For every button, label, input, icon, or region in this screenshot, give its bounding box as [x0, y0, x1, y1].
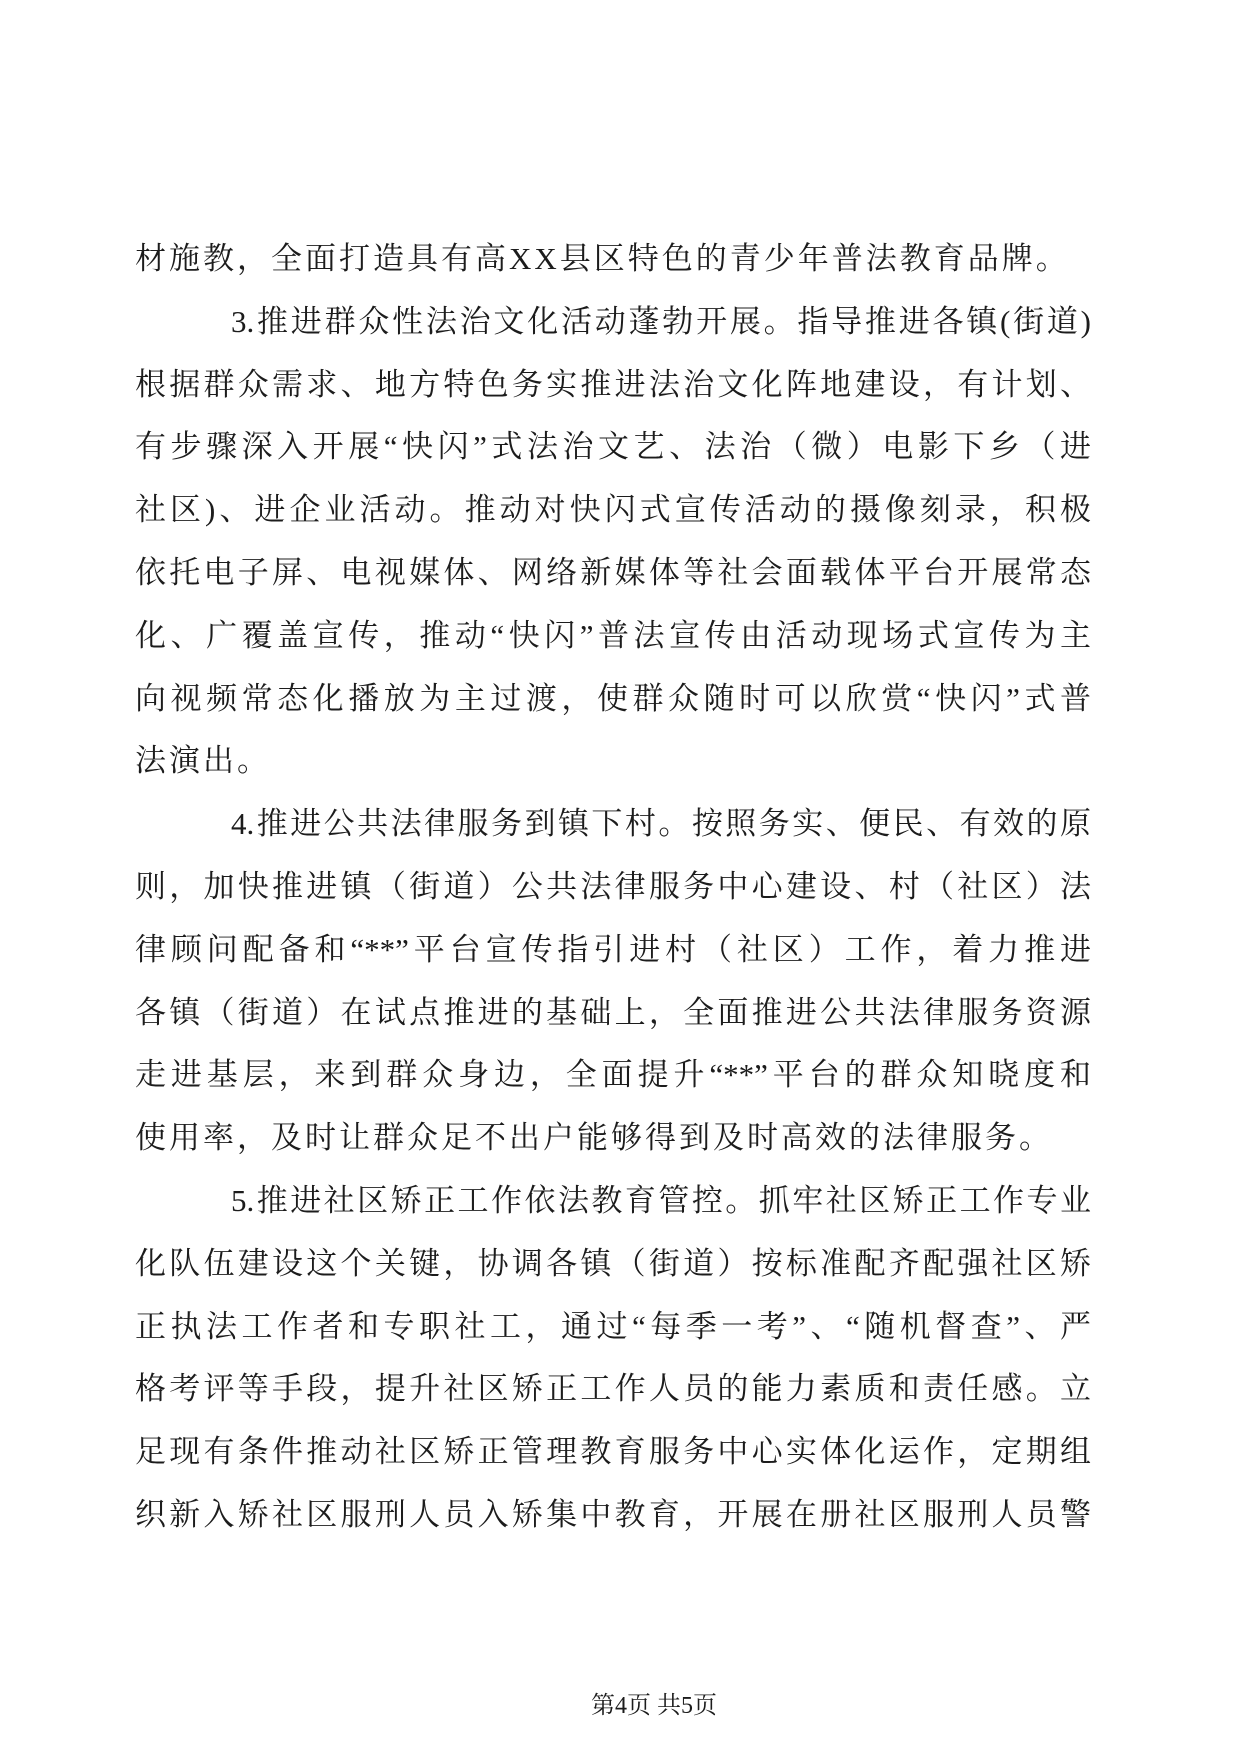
page-footer: 第4页 共5页 — [591, 1693, 717, 1719]
text-line: 正执法工作者和专职社工，通过“每季一考”、“随机督查”、严 — [135, 1308, 1091, 1344]
paragraph-item-4 — [135, 793, 1091, 1170]
text-line: 足现有条件推动社区矫正管理教育服务中心实体化运作，定期组 — [135, 1434, 1091, 1470]
text-line: 向视频常态化播放为主过渡，使群众随时可以欣赏“快闪”式普 — [135, 680, 1091, 716]
text-line: 法演出。 — [135, 743, 271, 779]
text-line: 化队伍建设这个关键，协调各镇（街道）按标准配齐配强社区矫 — [135, 1245, 1091, 1281]
text-line: 4.推进公共法律服务到镇下村。按照务实、便民、有效的原 — [231, 806, 1091, 842]
text-line: 根据群众需求、地方特色务实推进法治文化阵地建设，有计划、 — [135, 366, 1091, 402]
text-line: 律顾问配备和“**”平台宣传指引进村（社区）工作，着力推进 — [135, 931, 1091, 967]
text-line: 使用率，及时让群众足不出户能够得到及时高效的法律服务。 — [135, 1120, 1053, 1156]
text-line: 依托电子屏、电视媒体、网络新媒体等社会面载体平台开展常态 — [135, 554, 1091, 590]
text-line: 走进基层，来到群众身边，全面提升“**”平台的群众知晓度和 — [135, 1057, 1091, 1093]
text-line: 织新入矫社区服刑人员入矫集中教育，开展在册社区服刑人员警 — [135, 1496, 1091, 1532]
document-body — [135, 228, 1091, 1547]
text-line: 5.推进社区矫正工作依法教育管控。抓牢社区矫正工作专业 — [231, 1182, 1091, 1218]
text-line: 社区)、进企业活动。推动对快闪式宣传活动的摄像刻录，积极 — [135, 492, 1091, 528]
text-line: 各镇（街道）在试点推进的基础上，全面推进公共法律服务资源 — [135, 994, 1091, 1030]
text-line: 化、广覆盖宣传，推动“快闪”普法宣传由活动现场式宣传为主 — [135, 617, 1091, 653]
paragraph-item-3 — [135, 291, 1091, 793]
text-line: 有步骤深入开展“快闪”式法治文艺、法治（微）电影下乡（进 — [135, 429, 1091, 465]
text-line: 则，加快推进镇（街道）公共法律服务中心建设、村（社区）法 — [135, 868, 1091, 904]
paragraph-continued — [135, 228, 1091, 291]
text-line: 材施教，全面打造具有高XX县区特色的青少年普法教育品牌。 — [135, 241, 1070, 276]
text-line: 格考评等手段，提升社区矫正工作人员的能力素质和责任感。立 — [135, 1371, 1091, 1407]
text-line: 3.推进群众性法治文化活动蓬勃开展。指导推进各镇(街道) — [231, 303, 1091, 339]
paragraph-item-5 — [135, 1170, 1091, 1547]
